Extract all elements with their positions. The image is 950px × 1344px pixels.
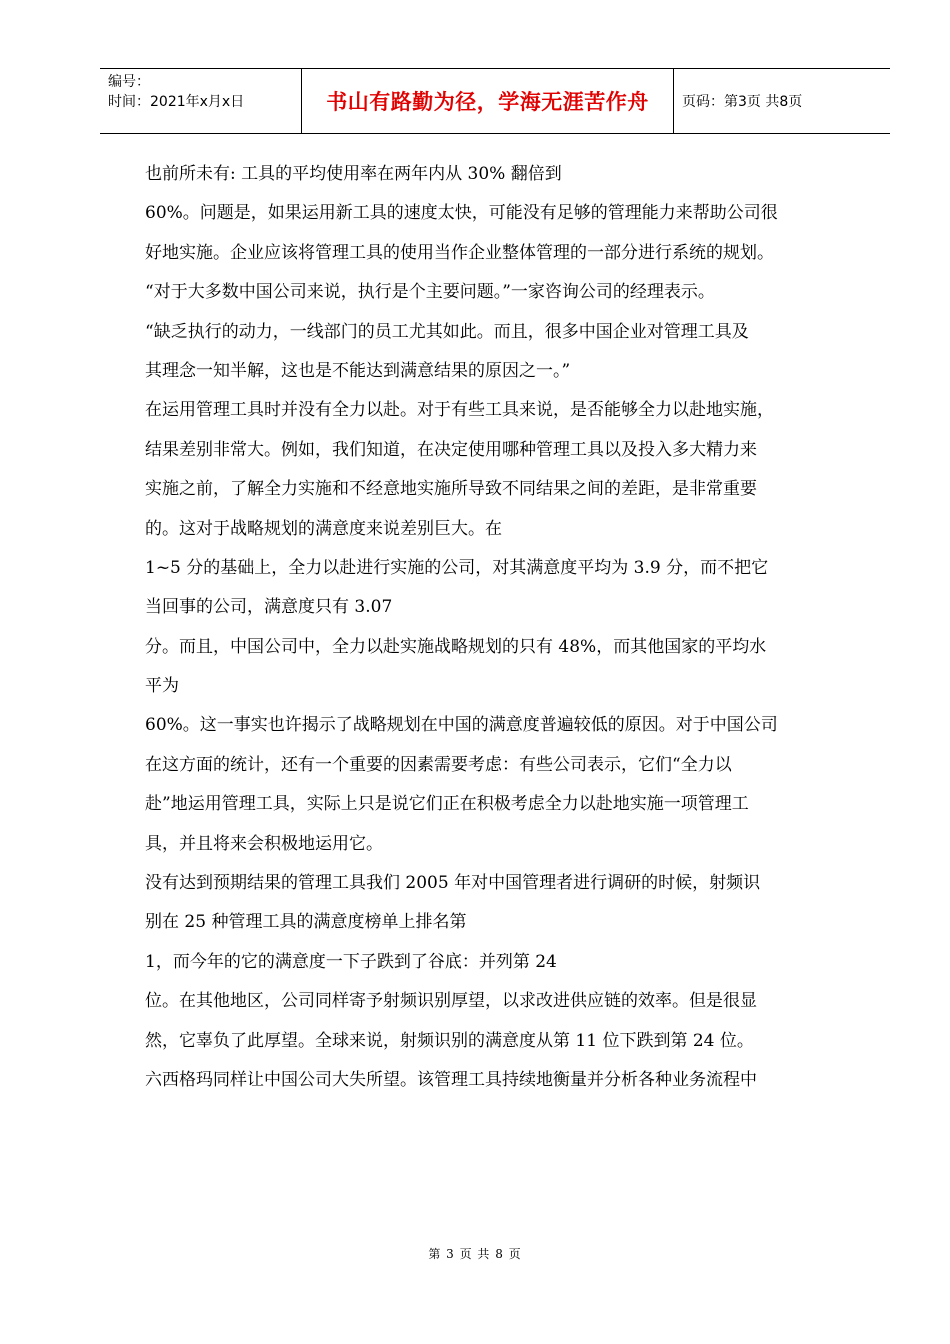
header-page-number: 页码：第3页 共8页 [682, 94, 803, 110]
body-line: “对于大多数中国公司来说，执行是个主要问题。”一家咨询公司的经理表示。 [145, 282, 715, 303]
body-line: 实施之前，了解全力实施和不经意地实施所导致不同结果之间的差距，是非常重要 [145, 479, 757, 500]
body-line: 当回事的公司，满意度只有 3.07 [145, 597, 393, 618]
document-date-label: 时间：2021年x月x日 [108, 94, 245, 110]
body-line: 分。而且，中国公司中，全力以赴实施战略规划的只有 48%，而其他国家的平均水 [145, 636, 767, 657]
body-line: 1，而今年的它的满意度一下子跌到了谷底：并列第 24 [145, 951, 557, 972]
body-line: 60%。问题是，如果运用新工具的速度太快，可能没有足够的管理能力来帮助公司很 [145, 203, 778, 224]
body-line: 然，它辜负了此厚望。全球来说，射频识别的满意度从第 11 位下跌到第 24 位。 [145, 1030, 754, 1051]
body-line: 在运用管理工具时并没有全力以赴。对于有些工具来说，是否能够全力以赴地实施， [145, 400, 774, 421]
body-line: 位。在其他地区，公司同样寄予射频识别厚望，以求改进供应链的效率。但是很显 [145, 991, 757, 1012]
body-line: 也前所未有: 工具的平均使用率在两年内从 30% 翻倍到 [145, 164, 562, 184]
header-page-cell [674, 69, 890, 133]
body-line: 别在 25 种管理工具的满意度榜单上排名第 [145, 912, 467, 933]
page-footer [0, 1245, 950, 1262]
header-motto: 书山有路勤为径，学海无涯苦作舟 [326, 90, 649, 114]
body-line: 具，并且将来会积极地运用它。 [145, 833, 383, 854]
header-meta-cell [100, 69, 302, 133]
body-line: 赴”地运用管理工具，实际上只是说它们正在积极考虑全力以赴地实施一项管理工 [145, 794, 749, 815]
body-line: 的。这对于战略规划的满意度来说差别巨大。在 [145, 518, 502, 539]
body-line: 60%。这一事实也许揭示了战略规划在中国的满意度普遍较低的原因。对于中国公司 [145, 715, 778, 736]
document-number-label: 编号： [108, 74, 150, 90]
body-line: 平为 [145, 676, 179, 697]
document-header [100, 68, 890, 134]
document-body [145, 155, 855, 1100]
body-line: 好地实施。企业应该将管理工具的使用当作企业整体管理的一部分进行系统的规划。 [145, 242, 774, 263]
body-line: 其理念一知半解，这也是不能达到满意结果的原因之一。” [145, 360, 571, 381]
body-line: 六西格玛同样让中国公司大失所望。该管理工具持续地衡量并分析各种业务流程中 [145, 1069, 757, 1090]
body-line: 结果差别非常大。例如，我们知道，在决定使用哪种管理工具以及投入多大精力来 [145, 439, 757, 460]
body-line: 在这方面的统计，还有一个重要的因素需要考虑：有些公司表示，它们“全力以 [145, 754, 732, 775]
footer-page-number: 第 3 页 共 8 页 [428, 1247, 522, 1261]
header-motto-cell [302, 69, 674, 133]
body-line: 没有达到预期结果的管理工具我们 2005 年对中国管理者进行调研的时候，射频识 [145, 873, 761, 894]
body-line: “缺乏执行的动力，一线部门的员工尤其如此。而且，很多中国企业对管理工具及 [145, 321, 749, 342]
body-line: 1~5 分的基础上，全力以赴进行实施的公司，对其满意度平均为 3.9 分，而不把它 [145, 557, 769, 578]
